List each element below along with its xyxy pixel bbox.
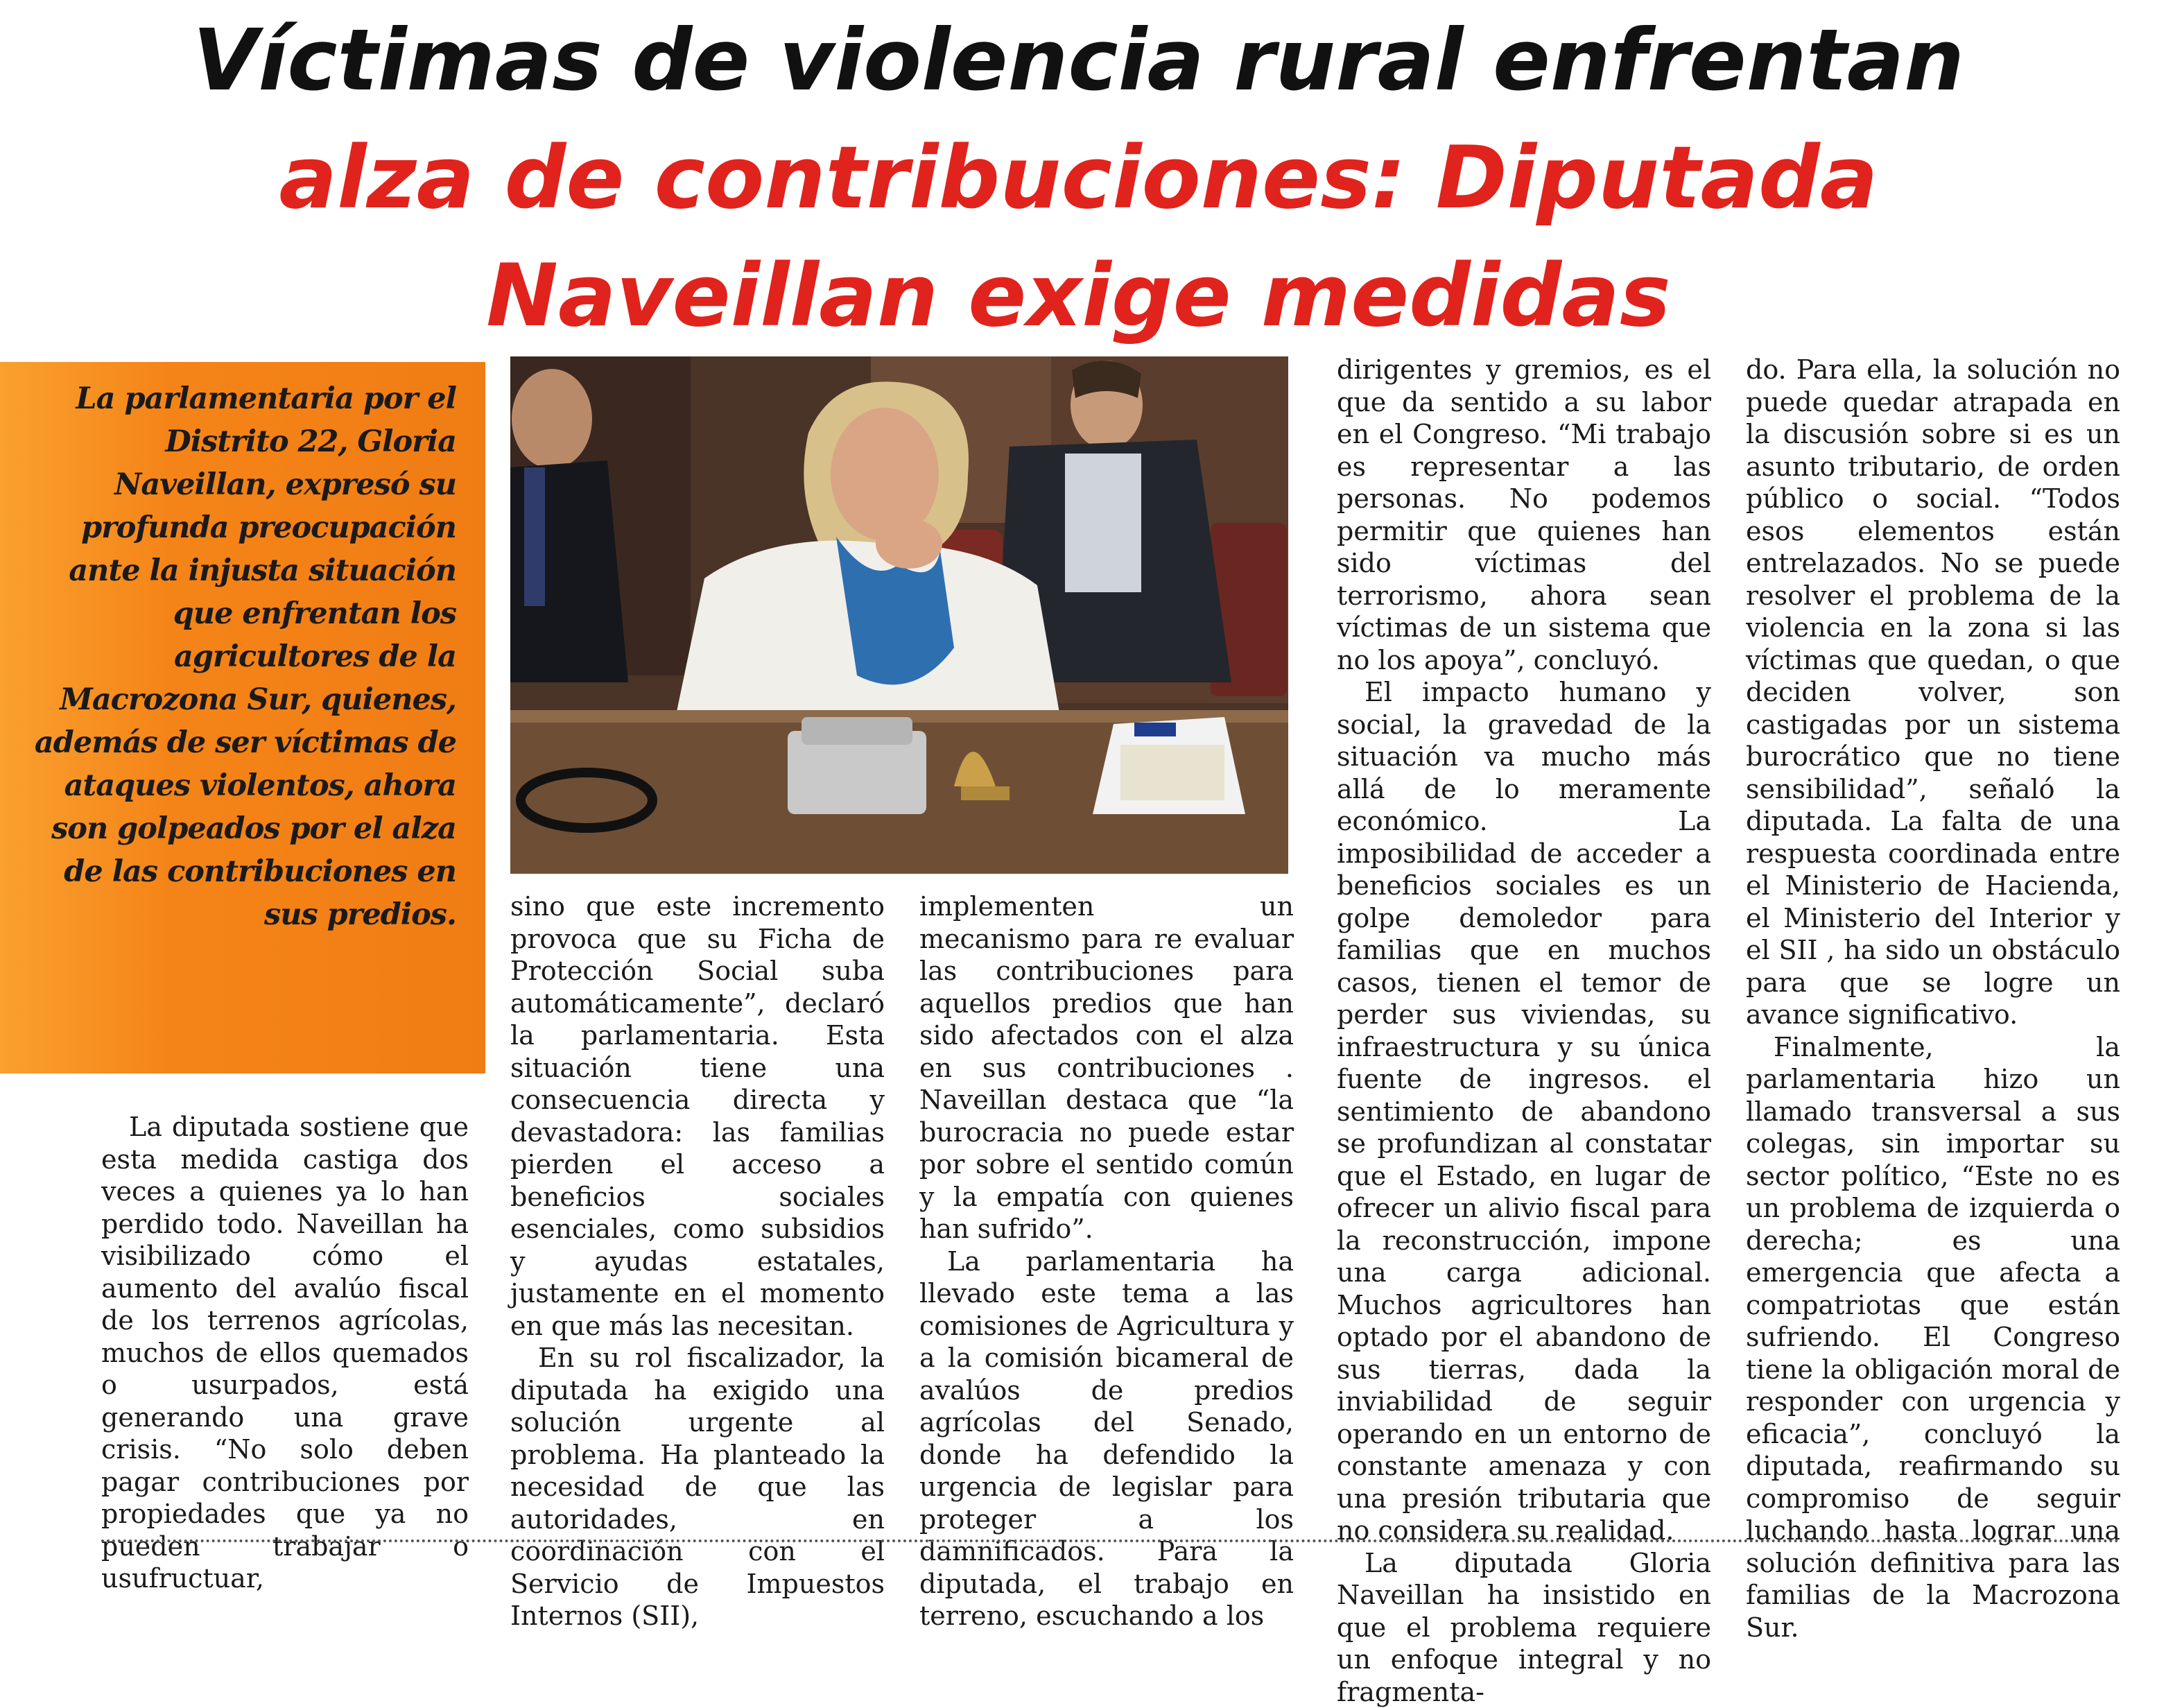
headline-line-3: Naveillan exige medidas [0,237,2157,355]
body-paragraph: sino que este incremento provoca que su Ficha de Protección Social suba automáticamente”, declaró la parlamentaria. Esta situación tiene una consecuencia directa y devastadora: las familias pierden el acceso a beneficios sociales esenciales, como subsidios y ayudas estatales, justamente en el momento en que más las necesitan. [510,890,885,1342]
article-photo [510,356,1288,874]
lead-box [0,362,485,1073]
headline-line-2: alza de contribuciones: Diputada [0,119,2157,237]
body-column-3 [919,890,1294,1632]
photo-illustration [510,356,1288,874]
bottom-dotted-rule [101,1539,2120,1542]
body-paragraph: La diputada sostiene que esta medida castiga dos veces a quienes ya lo han perdido todo. Naveillan ha visibilizado cómo el aumento del avalúo fiscal de los terrenos agrícolas, muchos de ellos quemados o usurpados, está generando una grave crisis. “No solo deben pagar contribuciones por propiedades que ya no pueden trabajar o usufructuar, [101,1111,469,1595]
body-paragraph: El impacto humano y social, la gravedad de la situación va mucho más allá de lo meramente económico. La imposibilidad de acceder a beneficios sociales es un golpe demoledor para familias que en muchos casos, tienen el temor de perder sus viviendas, su infraestructura y su única fuente de ingresos. el sentimiento de abandono se profundizan al constatar que el Estado, en lugar de ofrecer un alivio fiscal para la reconstrucción, impone una carga adicional. Muchos agricultores han optado por el abandono de sus tierras, dada la inviabilidad de seguir operando en un entorno de constante amenaza y con una presión tributaria que no considera su realidad. [1337,676,1711,1547]
body-paragraph: La diputada Gloria Naveillan ha insistido en que el problema requiere un enfoque integral y no fragmenta- [1337,1547,1711,1708]
body-paragraph: En su rol fiscalizador, la diputada ha exigido una solución urgente al problema. Ha planteado la necesidad de que las autoridades, en coordinación con el Servicio de Impuestos Internos (SII), [510,1342,885,1632]
headline-line-1: Víctimas de violencia rural enfrentan [0,1,2157,119]
lead-paragraph: La parlamentaria por el Distrito 22, Gloria Naveillan, expresó su profunda preocupación ante la injusta situación que enfrentan los agricultores de la Macrozona Sur, quienes, además de ser víctimas de ataques violentos, ahora son golpeados por el alza de las contribuciones en sus predios. [28,377,456,936]
body-column-4 [1337,354,1711,1708]
body-column-1 [101,1111,469,1595]
body-paragraph: Finalmente, la parlamentaria hizo un llamado transversal a sus colegas, sin importar su sector político, “Este no es un problema de izquierda o derecha; es una emergencia que afecta a compatriotas que están sufriendo. El Congreso tiene la obligación moral de responder con urgencia y eficacia”, concluyó la diputada, reafirmando su compromiso de seguir luchando hasta lograr una solución definitiva para las familias de la Macrozona Sur. [1746,1031,2120,1644]
body-paragraph: do. Para ella, la solución no puede quedar atrapada en la discusión sobre si es un asunto tributario, de orden público o social. “Todos esos elementos están entrelazados. No se puede resolver el problema de la violencia en la zona si las víctimas que quedan, o que deciden volver, son castigadas por un sistema burocrático que no tiene sensibilidad”, señaló la diputada. La falta de una respuesta coordinada entre el Ministerio de Hacienda, el Ministerio del Interior y el SII , ha sido un obstáculo para que se logre un avance significativo. [1746,354,2120,1031]
body-paragraph: implementen un mecanismo para re evaluar las contribuciones para aquellos predios que han sido afectados con el alza en sus contribuciones . Naveillan destaca que “la burocracia no puede estar por sobre el sentido común y la empatía con quienes han sufrido”. [919,890,1294,1245]
body-column-5 [1746,354,2120,1644]
body-column-2 [510,890,885,1632]
body-paragraph: dirigentes y gremios, es el que da sentido a su labor en el Congreso. “Mi trabajo es representar a las personas. No podemos permitir que quienes han sido víctimas del terrorismo, ahora sean víctimas de un sistema que no los apoya”, concluyó. [1337,354,1711,676]
body-paragraph: La parlamentaria ha llevado este tema a las comisiones de Agricultura y a la comisión bicameral de avalúos de predios agrícolas del Senado, donde ha defendido la urgencia de legislar para proteger a los damnificados. Para la diputada, el trabajo en terreno, escuchando a los [919,1245,1294,1632]
